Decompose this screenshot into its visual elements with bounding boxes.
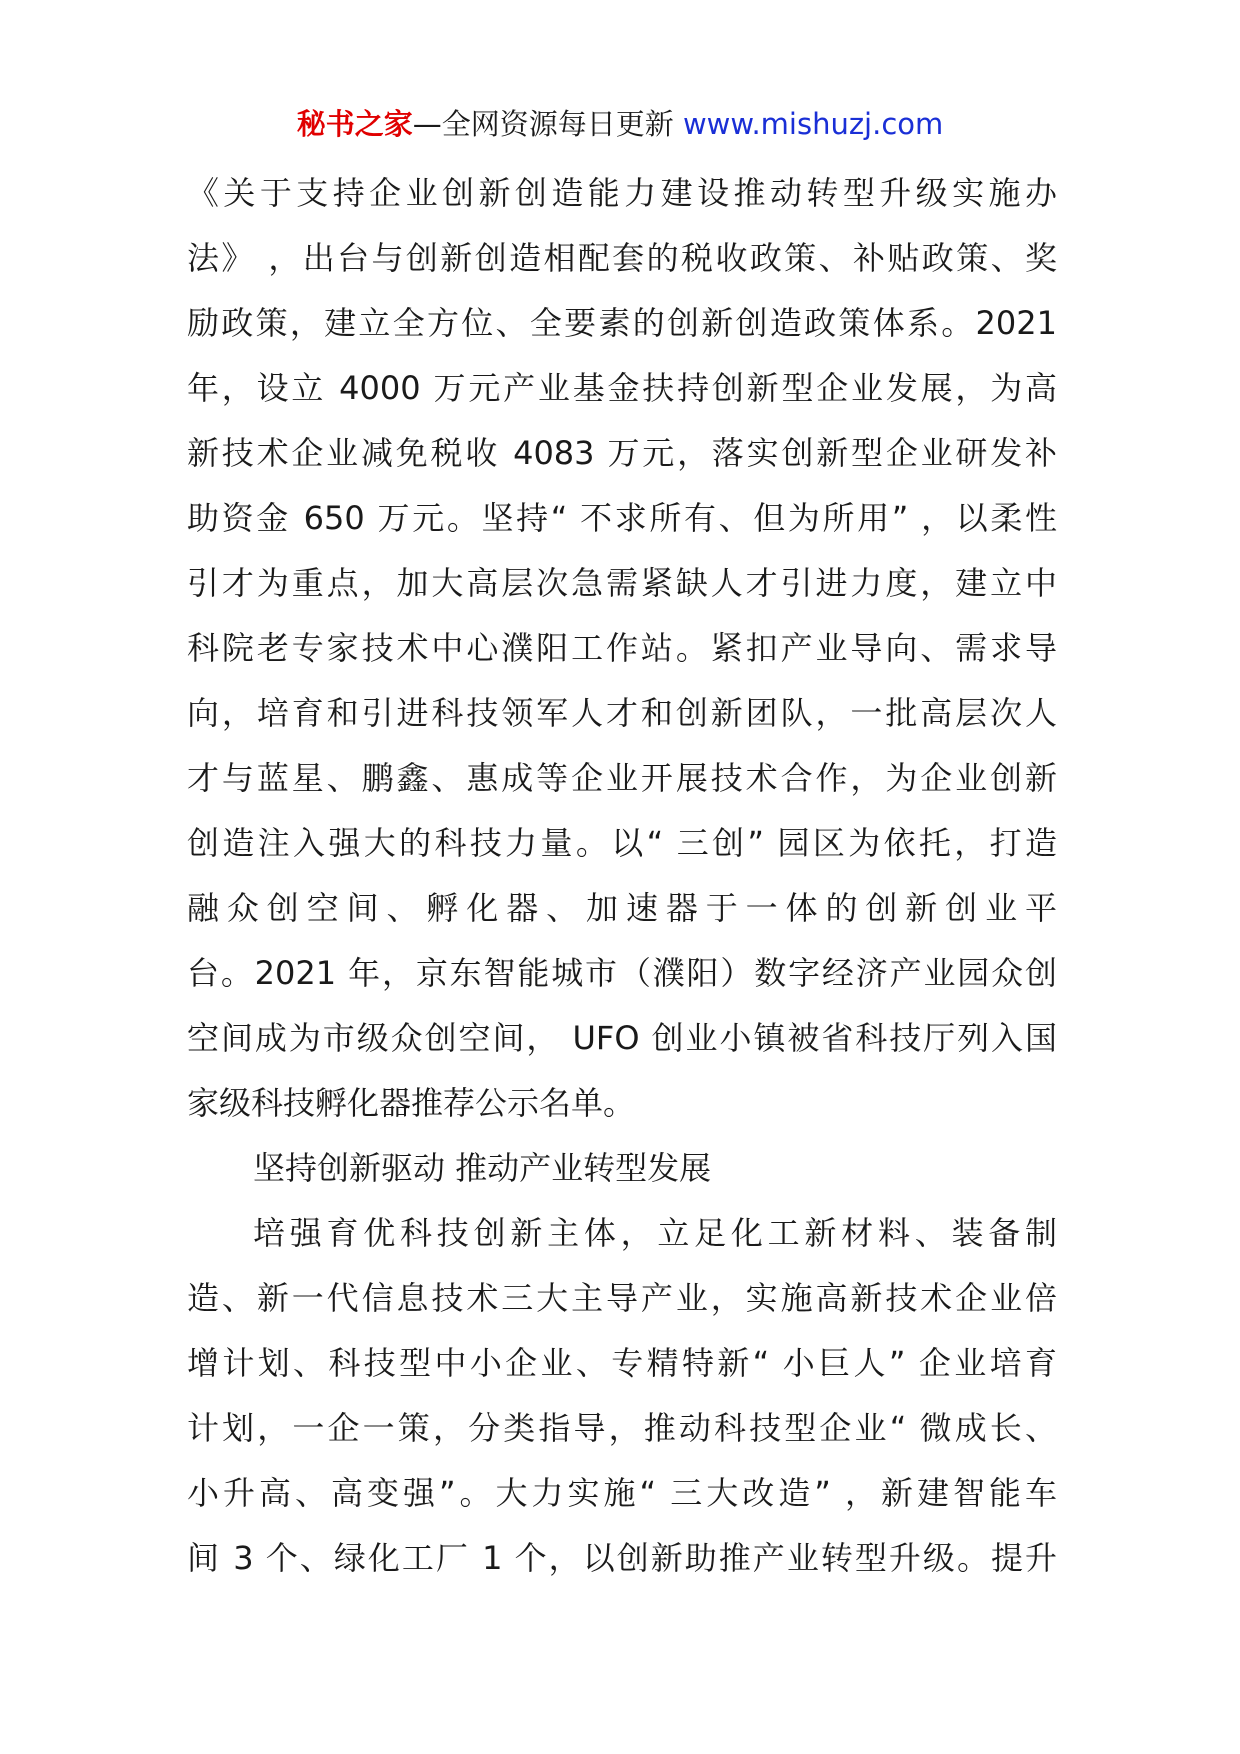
text-line: 《关于支持企业创新创造能力建设推动转型升级实施办 bbox=[187, 174, 1057, 212]
text-line: 法》 ，出台与创新创造相配套的税收政策、补贴政策、奖 bbox=[187, 239, 1057, 277]
section-heading: 坚持创新驱动 推动产业转型发展 bbox=[253, 1149, 712, 1187]
text-line: 才与蓝星、鹏鑫、惠成等企业开展技术合作，为企业创新 bbox=[187, 759, 1057, 797]
text-line: 家级科技孵化器推荐公示名单。 bbox=[187, 1084, 636, 1122]
text-line: 空间成为市级众创空间， UFO 创业小镇被省科技厅列入国 bbox=[187, 1019, 1057, 1057]
text-line: 增计划、科技型中小企业、专精特新“ 小巨人” 企业培育 bbox=[187, 1344, 1057, 1382]
text-line: 向，培育和引进科技领军人才和创新团队，一批高层次人 bbox=[187, 694, 1057, 732]
text-line: 创造注入强大的科技力量。以“ 三创” 园区为依托，打造 bbox=[187, 824, 1057, 862]
text-line: 助资金 650 万元。坚持“ 不求所有、但为所用” ，以柔性 bbox=[187, 499, 1057, 537]
text-line: 融众创空间、孵化器、加速器于一体的创新创业平 bbox=[187, 889, 1057, 927]
text-line: 间 3 个、绿化工厂 1 个，以创新助推产业转型升级。提升 bbox=[187, 1539, 1057, 1577]
site-url-link[interactable]: www.mishuzj.com bbox=[682, 107, 944, 141]
text-line: 小升高、高变强”。大力实施“ 三大改造” ，新建智能车 bbox=[187, 1474, 1057, 1512]
text-line: 造、新一代信息技术三大主导产业，实施高新技术企业倍 bbox=[187, 1279, 1057, 1317]
site-header bbox=[0, 104, 1240, 144]
text-line: 科院老专家技术中心濮阳工作站。紧扣产业导向、需求导 bbox=[187, 629, 1057, 667]
text-line: 培强育优科技创新主体，立足化工新材料、装备制 bbox=[253, 1214, 1057, 1252]
text-line: 台。2021 年，京东智能城市（濮阳）数字经济产业园众创 bbox=[187, 954, 1057, 992]
text-line: 励政策，建立全方位、全要素的创新创造政策体系。2021 bbox=[187, 304, 1057, 342]
document-body bbox=[187, 161, 1057, 1591]
text-line: 计划，一企一策，分类指导，推动科技型企业“ 微成长、 bbox=[187, 1409, 1057, 1447]
header-tagline: —全网资源每日更新 bbox=[412, 107, 683, 141]
brand-name: 秘书之家 bbox=[296, 107, 413, 141]
text-line: 年，设立 4000 万元产业基金扶持创新型企业发展，为高 bbox=[187, 369, 1057, 407]
text-line: 引才为重点，加大高层次急需紧缺人才引进力度，建立中 bbox=[187, 564, 1057, 602]
text-line: 新技术企业减免税收 4083 万元，落实创新型企业研发补 bbox=[187, 434, 1057, 472]
